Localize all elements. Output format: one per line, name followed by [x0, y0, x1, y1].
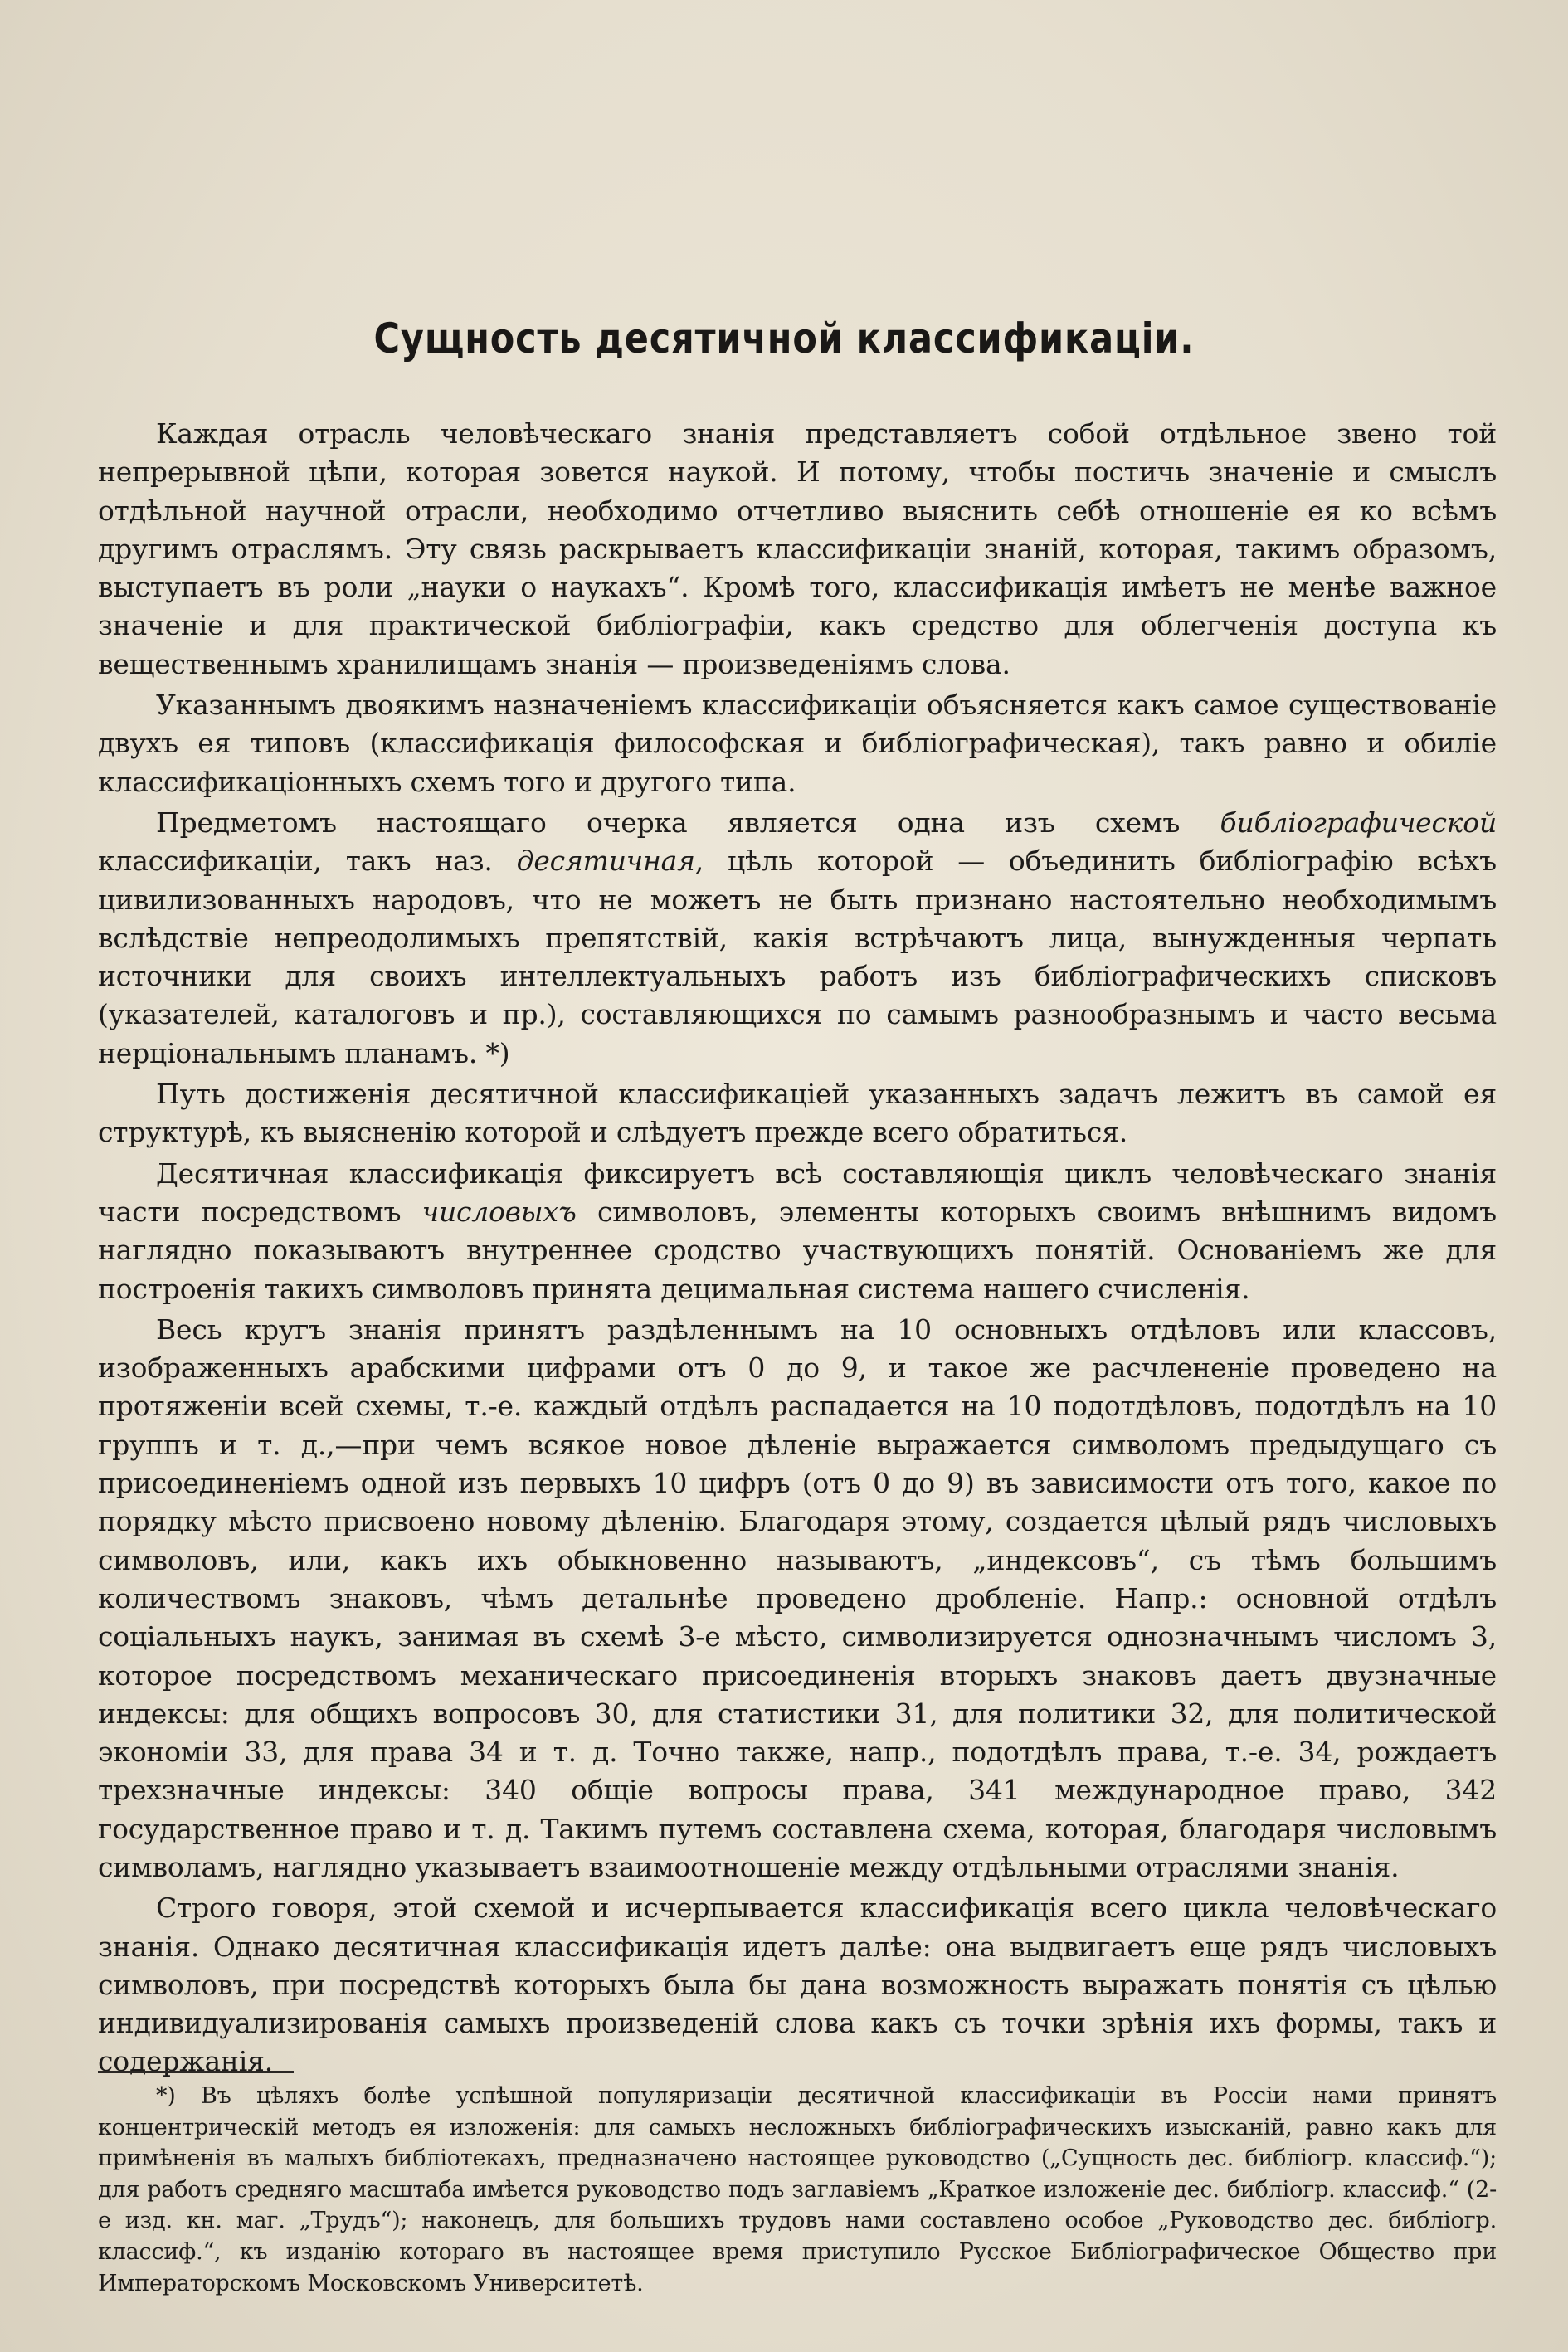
paragraph-7: Строго говоря, этой схемой и исчерпывается классификація всего цикла человѣческаго знанія. Однако десятичная классификація идетъ далѣе: она выдвигаетъ еще рядъ числовыхъ символовъ, при посредствѣ которыхъ была бы дана возможность выражать понятія съ цѣлью индивидуализированія самыхъ произведеній слова какъ съ точки зрѣнія ихъ формы, такъ и содержанія.: [98, 1892, 1497, 2078]
footnote: *) Въ цѣляхъ болѣе успѣшной популяризаціи десятичной классификаціи въ Россіи нами принятъ концентрическій методъ ея изложенія: для самыхъ несложныхъ библіографическихъ изысканій, равно какъ для примѣненія въ малыхъ библіотекахъ, предназначено настоящее руководство („Сущность дес. библіогр. классиф.“); для работъ средняго масштаба имѣется руководство подъ заглавіемъ „Краткое изложеніе дес. библіогр. классиф.“ (2-е изд. кн. маг. „Трудъ“); наконецъ, для большихъ трудовъ нами составлено особое „Руководство дес. библіогр. классиф.“, къ изданію котораго въ настоящее время приступило Русское Библіографическое Общество при Императорскомъ Московскомъ Университетѣ.: [98, 2083, 1497, 2296]
paragraph-2: Указаннымъ двоякимъ назначеніемъ классификаціи объясняется какъ самое существованіе двухъ ея типовъ (классификація философская и библіографическая), такъ равно и обиліе классификаціонныхъ схемъ того и другого типа.: [98, 689, 1497, 798]
emphasis-decimal: десятичная: [516, 845, 695, 878]
paragraph-6: Весь кругъ знанія принятъ раздѣленнымъ на 10 основныхъ отдѣловъ или классовъ, изображенныхъ арабскими цифрами отъ 0 до 9, и такое же расчлененіе проведено на протяженіи всей схемы, т.-е. каждый отдѣлъ распадается на 10 подотдѣловъ, подотдѣлъ на 10 группъ и т. д.,—при чемъ всякое новое дѣленіе выражается символомъ предыдущаго съ присоединеніемъ одной изъ первыхъ 10 цифръ (отъ 0 до 9) въ зависимости отъ того, какое по порядку мѣсто присвоено новому дѣленію. Благодаря этому, создается цѣлый рядъ числовыхъ символовъ, или, какъ ихъ обыкновенно называютъ, „индексовъ“, съ тѣмъ большимъ количествомъ знаковъ, чѣмъ детальнѣе проведено дробленіе. Напр.: основной отдѣлъ соціальныхъ наукъ, занимая въ схемѣ 3-е мѣсто, символизируется однозначнымъ числомъ 3, которое посредствомъ механическаго присоединенія вторыхъ знаковъ даетъ двузначные индексы: для общихъ вопросовъ 30, для статистики 31, для политики 32, для политической экономіи 33, для права 34 и т. д. Точно также, напр., подотдѣлъ права, т.-е. 34, рождаетъ трехзначные индексы: 340 общіе вопросы права, 341 международное право, 342 государственное право и т. д. Такимъ путемъ составлена схема, которая, благодаря числовымъ символамъ, наглядно указываетъ взаимоотношеніе между отдѣльными отраслями знанія.: [98, 1312, 1497, 1883]
paragraph-5: [98, 1155, 1497, 1308]
paragraph-5-text-a: Десятичная классификація фиксируетъ всѣ составляющія циклъ человѣческаго знанія части посредствомъ: [98, 1157, 1497, 1228]
paragraph-5-text-b: символовъ, элементы которыхъ своимъ внѣшнимъ видомъ наглядно показываютъ внутреннее сродство участвующихъ понятій. Основаніемъ же для построенія такихъ символовъ принята децимальная система нашего счисленія.: [98, 1195, 1497, 1305]
footnote-divider: [98, 2071, 294, 2073]
paragraph-3: [98, 804, 1497, 1073]
paragraph-3-text-c: , цѣль которой — объединить библіографію всѣхъ цивилизованныхъ народовъ, что не можетъ не быть признано настоятельно необходимымъ вслѣдствіе непреодолимыхъ препятствій, какія встрѣчаютъ лица, вынужденныя черпать источники для своихъ интеллектуальныхъ работъ изъ библіографическихъ списковъ (указателей, каталоговъ и пр.), составляющихся по самымъ разнообразнымъ и часто весьма нерціональнымъ планамъ. *): [98, 845, 1497, 1069]
emphasis-bibliographic: библіографической: [1220, 806, 1497, 839]
page-title: Сущность десятичной классификацiи.: [373, 314, 1195, 363]
paragraph-4: Путь достиженія десятичной классификаціей указанныхъ задачъ лежитъ въ самой ея структурѣ, къ выясненію которой и слѣдуетъ прежде всего обратиться.: [98, 1078, 1497, 1149]
emphasis-numeric: числовыхъ: [421, 1195, 577, 1228]
paragraph-3-text-b: классификаціи, такъ наз.: [98, 845, 517, 878]
article-body: [98, 415, 1497, 2082]
paragraph-3-text-a: Предметомъ настоящаго очерка является одна изъ схемъ: [156, 806, 1220, 839]
paragraph-1: Каждая отрасль человѣческаго знанія представляетъ собой отдѣльное звено той непрерывной цѣпи, которая зовется наукой. И потому, чтобы постичь значеніе и смыслъ отдѣльной научной отрасли, необходимо отчетливо выяснить себѣ отношеніе ея ко всѣмъ другимъ отраслямъ. Эту связь раскрываетъ классификаціи знаній, которая, такимъ образомъ, выступаетъ въ роли „науки о наукахъ“. Кромѣ того, классификація имѣетъ не менѣе важное значеніе и для практической библіографіи, какъ средство для облегченія доступа къ вещественнымъ хранилищамъ знанія — произведеніямъ слова.: [98, 417, 1497, 680]
